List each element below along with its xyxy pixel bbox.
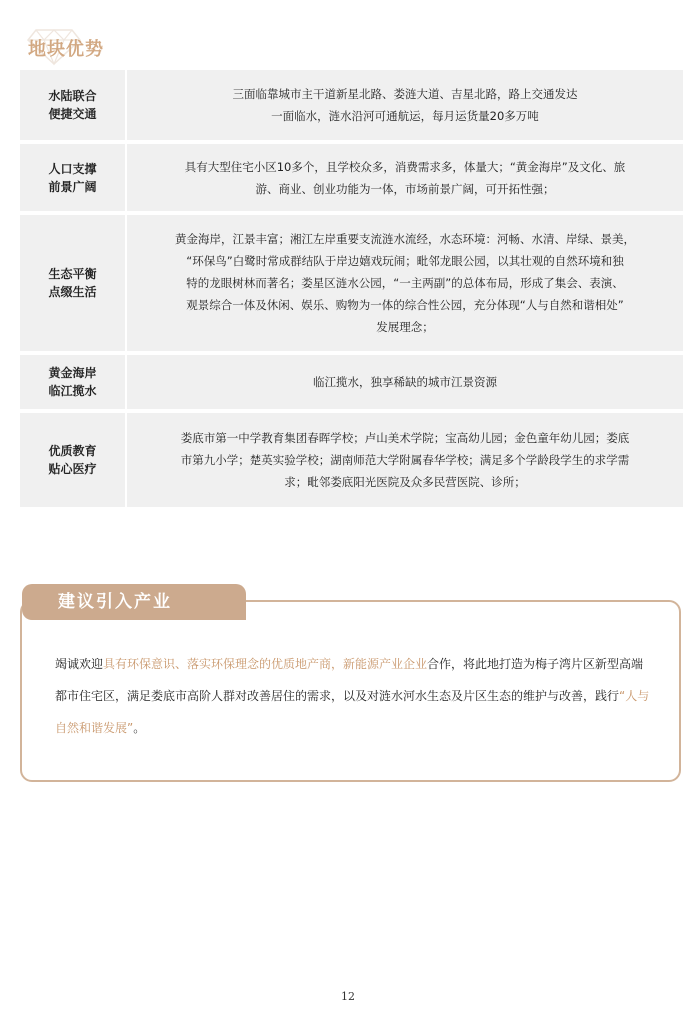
row-heading: 优质教育 贴心医疗 [20,413,127,507]
row-content: 具有大型住宅小区10多个，且学校众多，消费需求多，体量大；“黄金海岸”及文化、旅 游、商业、创业功能为一体，市场前景广阔，可开拓性强； [127,144,683,211]
row-content: 娄底市第一中学教育集团春晖学校；卢山美术学院；宝高幼儿园；金色童年幼儿园；娄底 市第九小学；楚英实验学校；湖南师范大学附属春华学校；满足多个学龄段学生的求学需 求；毗邻娄底阳光医院及众多民营医院、诊所； [127,413,683,507]
highlight-text: “人与自然和谐发展” [55,689,650,735]
table-row [20,144,683,211]
table-row [20,70,683,140]
row-content: 三面临靠城市主干道新星北路、娄涟大道、吉星北路，路上交通发达 一面临水，涟水沿河可通航运，每月运货量20多万吨 [127,70,683,140]
page-number: 12 [341,990,355,1003]
row-heading: 水陆联合 便捷交通 [20,70,127,140]
row-heading: 生态平衡 点缀生活 [20,215,127,351]
row-content: 临江揽水，独享稀缺的城市江景资源 [127,355,683,409]
row-heading: 黄金海岸 临江揽水 [20,355,127,409]
row-content: 黄金海岸，江景丰富；湘江左岸重要支流涟水流经，水态环境：河畅、水清、岸绿、景美， “环保鸟”白鹭时常成群结队于岸边嬉戏玩闹；毗邻龙眼公园，以其壮观的自然环境和独 特的龙眼树林而著名；娄星区涟水公园，“一主两副”的总体布局，形成了集会、表演、 观景综合一体及休闲、娱乐、购物为一体的综合性公园，充分体现“人与自然和谐相处” 发展理念； [127,215,683,351]
highlight-text: 具有环保意识、落实环保理念的优质地产商，新能源产业企业 [103,657,428,671]
table-row [20,413,683,507]
advantages-table [20,66,683,511]
industry-title-tab: 建议引入产业 [22,584,246,620]
table-row [20,215,683,351]
table-row [20,355,683,409]
section-title: 地块优势 [28,39,104,60]
industry-description: 竭诚欢迎具有环保意识、落实环保理念的优质地产商，新能源产业企业合作，将此地打造为梅子湾片区新型高端都市住宅区，满足娄底市高阶人群对改善居住的需求，以及对涟水河水生态及片区生态的维护与改善，践行“人与自然和谐发展”。 [55,657,650,735]
row-heading: 人口支撑 前景广阔 [20,144,127,211]
